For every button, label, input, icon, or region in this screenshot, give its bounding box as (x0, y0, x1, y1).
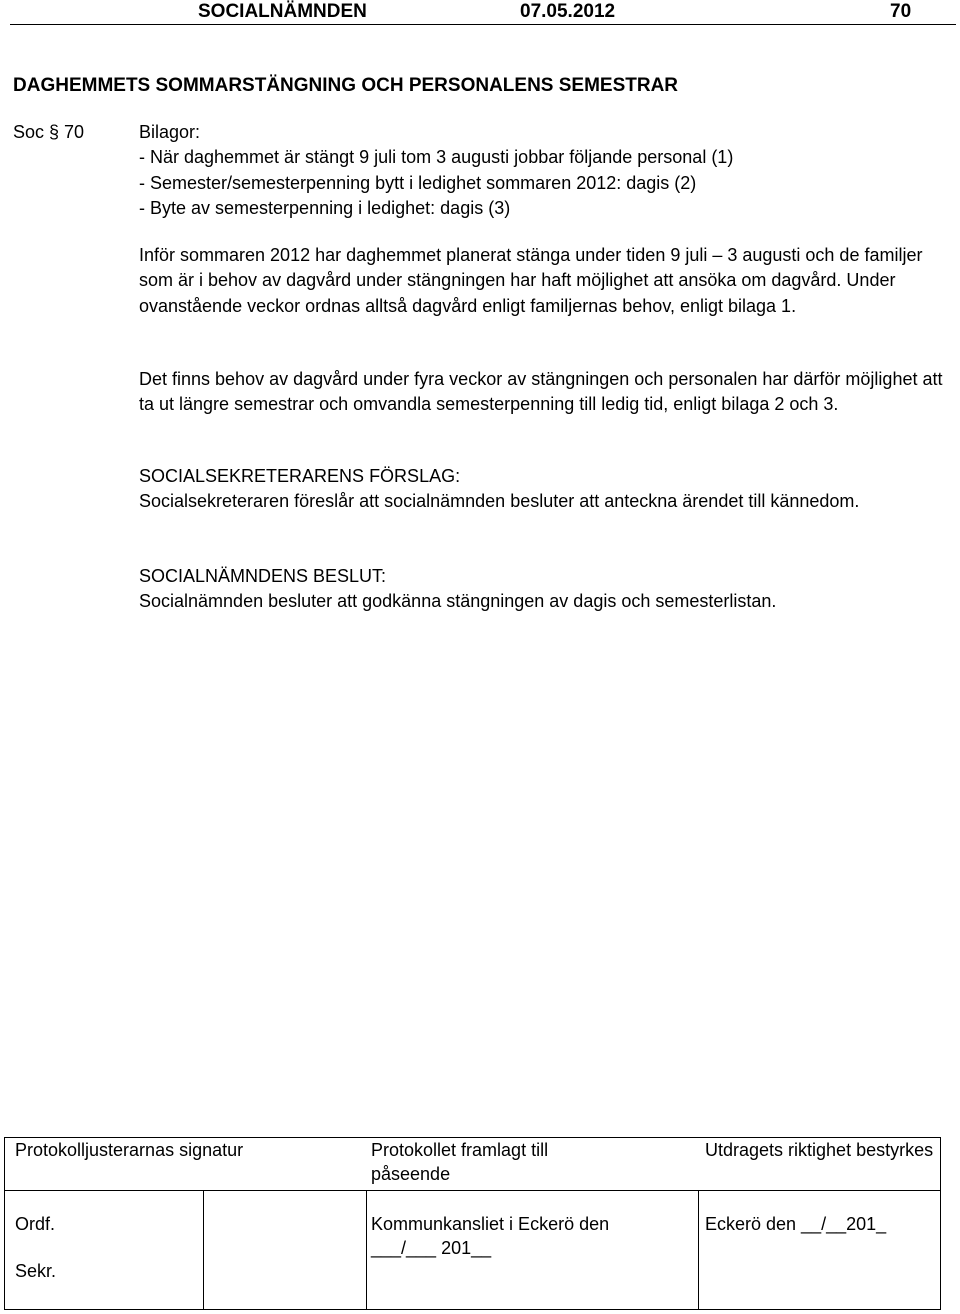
header-organization: SOCIALNÄMNDEN (198, 1, 367, 22)
decision-section (139, 564, 949, 615)
table-divider (366, 1190, 367, 1309)
body-paragraph-1 (139, 243, 949, 319)
proposal-text: Socialsekreteraren föreslår att socialnämnden besluter att anteckna ärendet till kännedom. (139, 491, 860, 512)
presented-label: Protokollet framlagt till påseende (371, 1140, 549, 1184)
header-page-number: 70 (890, 1, 912, 22)
body-paragraph-2 (139, 367, 949, 418)
table-divider (203, 1190, 204, 1309)
table-divider (5, 1190, 940, 1191)
document-title: DAGHEMMETS SOMMARSTÄNGNING OCH PERSONALENS SEMESTRAR (13, 75, 679, 96)
proposal-section (139, 464, 949, 515)
attachments-list (139, 120, 949, 221)
paragraph-text: Det finns behov av dagvård under fyra veckor av stängningen och personalen har därför möjlighet att ta ut längre semestrar och omvandla semesterpenning till ledig tid, enligt bilaga 2 och 3. (139, 369, 943, 415)
eckero-date-text: Eckerö den __/__201_ (705, 1214, 887, 1234)
attachments-heading: Bilagor: (139, 122, 201, 142)
proposal-heading: SOCIALSEKRETERARENS FÖRSLAG: (139, 466, 461, 486)
office-text: Kommunkansliet i Eckerö den ___/___ 201__ (371, 1214, 610, 1258)
attachment-item: - När daghemmet är stängt 9 juli tom 3 augusti jobbar följande personal (1) (139, 147, 734, 168)
attachment-item: - Byte av semesterpenning i ledighet: dagis (3) (139, 197, 511, 218)
attachment-item: - Semester/semesterpenning bytt i ledighet sommaren 2012: dagis (2) (139, 172, 697, 193)
decision-text: Socialnämnden besluter att godkänna stängningen av dagis och semesterlistan. (139, 591, 777, 612)
decision-heading: SOCIALNÄMNDENS BESLUT: (139, 566, 387, 586)
extract-label: Utdragets riktighet bestyrkes (705, 1140, 934, 1160)
table-divider (698, 1190, 699, 1309)
secretary-label: Sekr. (15, 1261, 57, 1281)
header-date: 07.05.2012 (520, 1, 616, 22)
paragraph-id: Soc § 70 (13, 122, 85, 142)
page-header (10, 0, 956, 25)
paragraph-text: Inför sommaren 2012 har daghemmet planerat stänga under tiden 9 juli – 3 augusti och de familjer som är i behov av dagvård under stängningen har haft möjlighet att ansöka om dagvård. Under ovanstående veckor ordnas alltså dagvård enligt familjernas behov, enligt bilaga 1. (139, 245, 923, 316)
signature-label: Protokolljusterarnas signatur (15, 1140, 244, 1160)
signature-table (4, 1137, 941, 1310)
chair-label: Ordf. (15, 1214, 56, 1234)
